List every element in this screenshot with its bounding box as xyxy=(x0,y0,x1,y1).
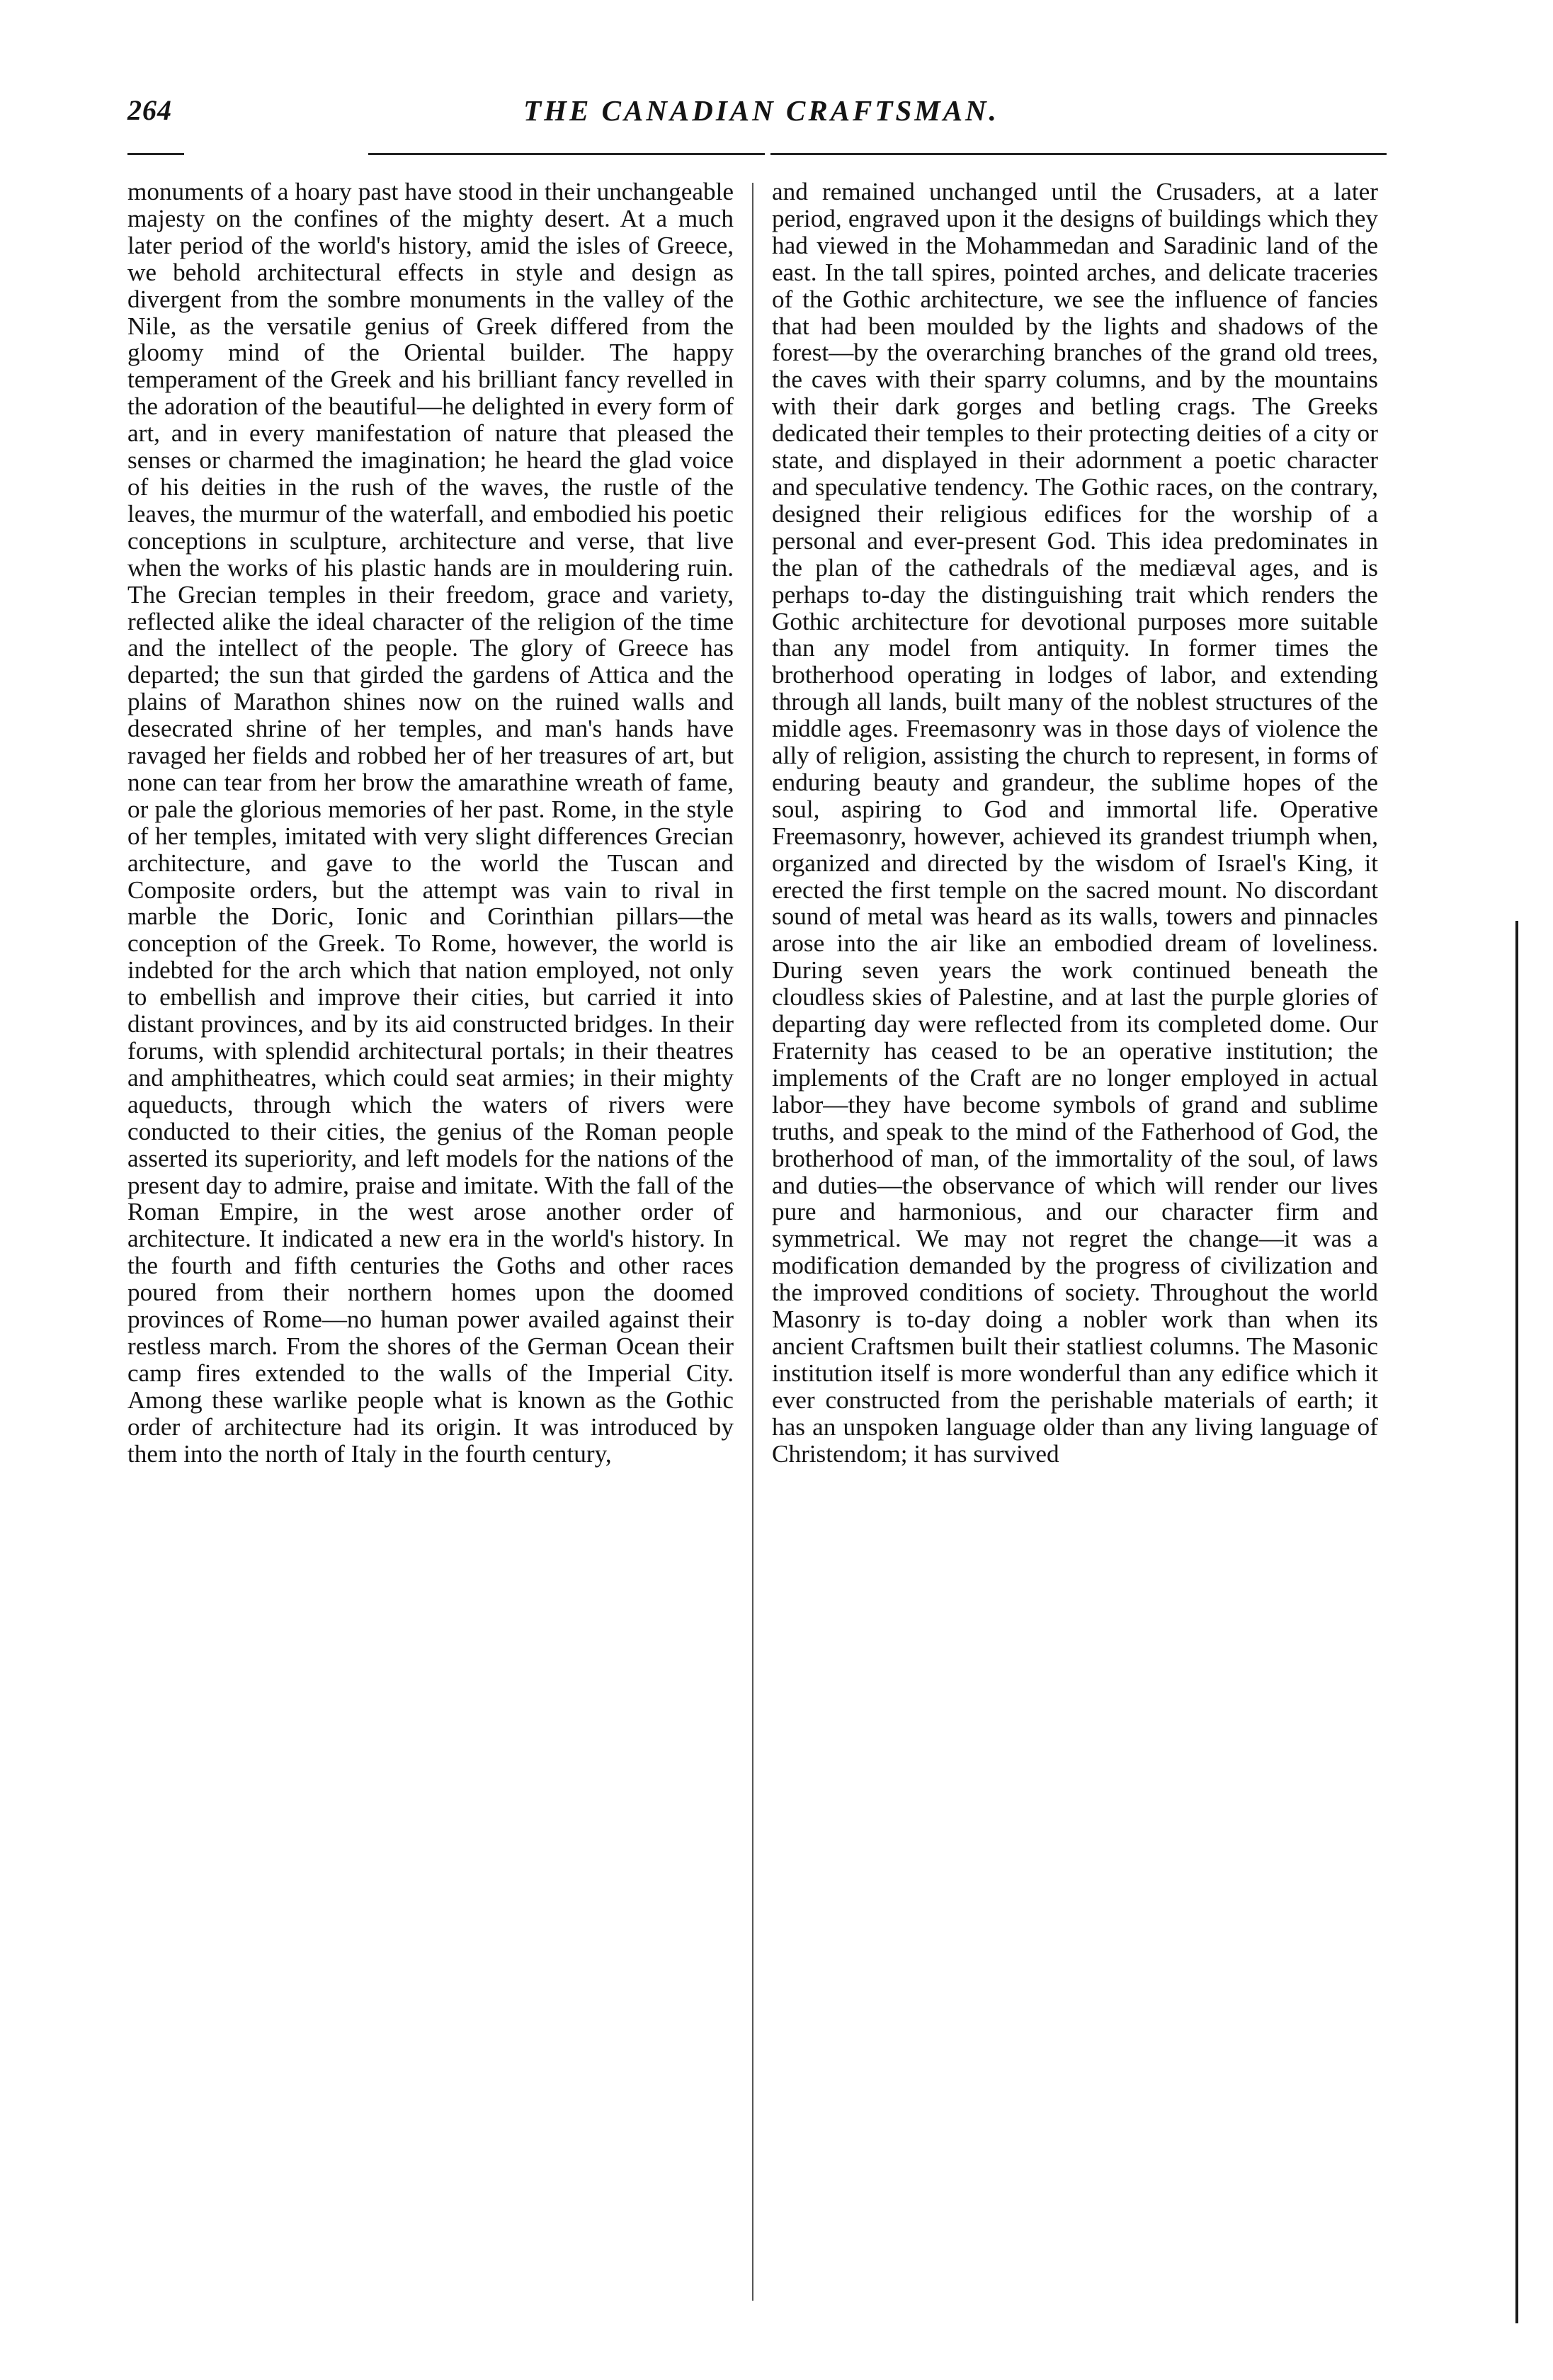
scan-edge-line xyxy=(1515,921,1518,2323)
header-rule-middle xyxy=(368,153,765,155)
left-column xyxy=(127,178,734,2318)
left-column-text: monuments of a hoary past have stood in their unchangeable majesty on the confines of the mighty desert. At a much later period of the world's history, amid the isles of Greece, we behold architectural effects in style and design as divergent from the sombre monuments in the valley of the Nile, as the versatile genius of Greek differed from the gloomy mind of the Oriental builder. The happy temperament of the Greek and his brilliant fancy revelled in the adoration of the beautiful—he delighted in every form of art, and in every manifestation of nature that pleased the senses or charmed the imagination; he heard the glad voice of his deities in the rush of the waves, the rustle of the leaves, the murmur of the waterfall, and embodied his poetic conceptions in sculpture, architecture and verse, that live when the works of his plastic hands are in mouldering ruin. The Grecian temples in their freedom, grace and variety, reflected alike the ideal character of the religion of the time and the intellect of the people. The glory of Greece has departed; the sun that girded the gardens of Attica and the plains of Marathon shines now on the ruined walls and desecrated shrine of her temples, and man's hands have ravaged her fields and robbed her of her treasures of art, but none can tear from her brow the amarathine wreath of fame, or pale the glorious memories of her past. Rome, in the style of her temples, imitated with very slight differences Grecian architecture, and gave to the world the Tuscan and Composite orders, but the attempt was vain to rival in marble the Doric, Ionic and Corinthian pillars—the conception of the Greek. To Rome, however, the world is indebted for the arch which that nation employed, not only to embellish and improve their cities, but carried it into distant provinces, and by its aid constructed bridges. In their forums, with splendid architectural portals; in their theatres and amphitheatres, which could seat armies; in their mighty aqueducts, through which the waters of rivers were conducted to their cities, the genius of the Roman people asserted its superiority, and left models for the nations of the present day to admire, praise and imitate. With the fall of the Roman Empire, in the west arose another order of architecture. It indicated a new era in the world's history. In the fourth and fifth centuries the Goths and other races poured from their northern homes upon the doomed provinces of Rome—no human power availed against their restless march. From the shores of the German Ocean their camp fires extended to the walls of the Imperial City. Among these warlike people what is known as the Gothic order of architecture had its origin. It was introduced by them into the north of Italy in the fourth century, xyxy=(127,178,734,1468)
page-number: 264 xyxy=(127,94,172,126)
running-head: THE CANADIAN CRAFTSMAN. xyxy=(523,94,999,127)
right-column-text: and remained unchanged until the Crusaders, at a later period, engraved upon it the designs of buildings which they had viewed in the Mohammedan and Saradinic land of the east. In the tall spires, pointed arches, and delicate traceries of the Gothic architecture, we see the influence of fancies that had been moulded by the lights and shadows of the forest—by the overarching branches of the grand old trees, the caves with their sparry columns, and by the mountains with their dark gorges and betling crags. The Greeks dedicated their temples to their protecting deities of a city or state, and displayed in their adornment a poetic character and speculative tendency. The Gothic races, on the contrary, designed their religious edifices for the worship of a personal and ever-present God. This idea predominates in the plan of the cathedrals of the mediæval ages, and is perhaps to-day the distinguishing trait which renders the Gothic architecture for devotional purposes more suitable than any model from antiquity. In former times the brotherhood operating in lodges of labor, and extending through all lands, built many of the noblest structures of the middle ages. Freemasonry was in those days of violence the ally of religion, assisting the church to represent, in forms of enduring beauty and grandeur, the sublime hopes of the soul, aspiring to God and immortal life. Operative Freemasonry, however, achieved its grandest triumph when, organized and directed by the wisdom of Israel's King, it erected the first temple on the sacred mount. No discordant sound of metal was heard as its walls, towers and pinnacles arose into the air like an embodied dream of loveliness. During seven years the work continued beneath the cloudless skies of Palestine, and at last the purple glories of departing day were reflected from its completed dome. Our Fraternity has ceased to be an operative institution; the implements of the Craft are no longer employed in actual labor—they have become symbols of grand and sublime truths, and speak to the mind of the Fatherhood of God, the brotherhood of man, of the immortality of the soul, of laws and duties—the observance of which will render our lives pure and harmonious, and our character firm and symmetrical. We may not regret the change—it was a modification demanded by the progress of civilization and the improved conditions of society. Throughout the world Masonry is to-day doing a nobler work than when its ancient Craftsmen built their statliest columns. The Masonic institution itself is more wonderful than any edifice which it ever constructed from the perishable materials of earth; it has an unspoken language older than any living language of Christendom; it has survived xyxy=(772,178,1378,1468)
right-column xyxy=(772,178,1378,2318)
header-rule-left xyxy=(127,153,184,155)
header-rule-right xyxy=(770,153,1387,155)
column-divider xyxy=(752,183,753,2301)
page-header xyxy=(127,94,1395,136)
